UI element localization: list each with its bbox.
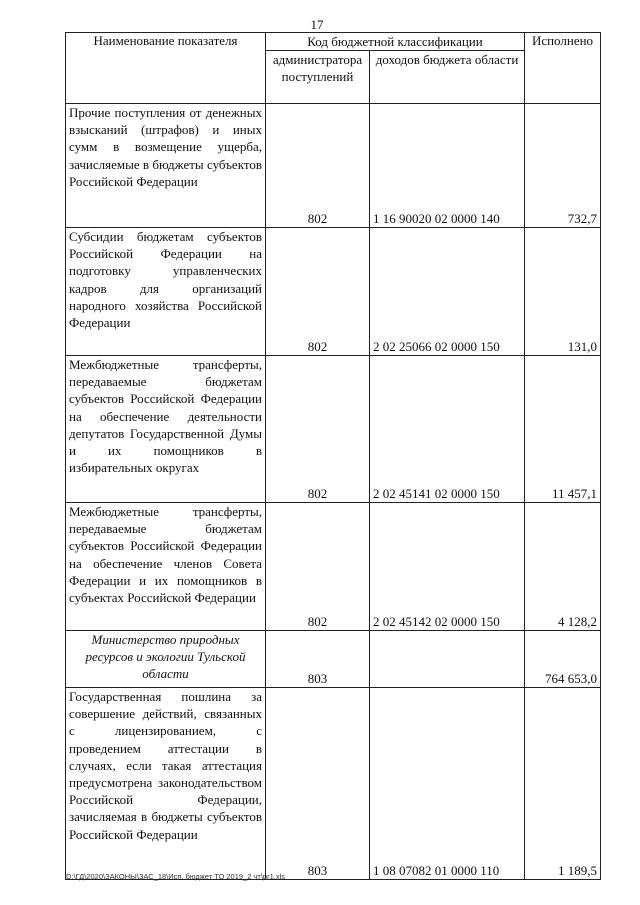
row-name: Субсидии бюджетам субъектов Российской Федерации на подготовку управленческих кадров для организаций народного хозяйства Российской Федерации <box>66 228 266 356</box>
row-budget-code <box>370 631 525 688</box>
row-admin-code: 802 <box>266 503 370 631</box>
row-name: Межбюджетные трансферты, передаваемые бюджетам субъектов Российской Федерации на обеспечение деятельности депутатов Государственной Думы и их помощников в избирательных округах <box>66 356 266 503</box>
row-admin-code: 803 <box>266 631 370 688</box>
table-row <box>66 104 601 228</box>
row-amount: 131,0 <box>525 228 601 356</box>
row-name: Государственная пошлина за совершение действий, связанных с лицензированием, с проведением аттестации в случаях, если такая аттестация предусмотрена законодательством Российской Федерации, зачисляемая в бюджеты субъектов Российской Федерации <box>66 688 266 880</box>
table-row <box>66 228 601 356</box>
page-number: 17 <box>310 17 324 32</box>
ministry-name: Министерство природных ресурсов и экологии Тульской области <box>66 631 266 688</box>
row-budget-code: 1 08 07082 01 0000 110 <box>370 688 525 880</box>
row-admin-code: 802 <box>266 228 370 356</box>
file-path-footer: D:\ГД\2020\ЗАКОНЫ\ЗАС_18\Исп. бюджет ТО 2019_2 чт\pr1.xls <box>66 872 285 881</box>
header-executed: Исполнено <box>525 33 601 104</box>
header-admin: администратора поступлений <box>266 51 370 104</box>
table-row <box>66 356 601 503</box>
row-amount: 764 653,0 <box>525 631 601 688</box>
row-admin-code: 802 <box>266 104 370 228</box>
row-name: Прочие поступления от денежных взысканий (штрафов) и иных сумм в возмещение ущерба, зачисляемые в бюджеты субъектов Российской Федерации <box>66 104 266 228</box>
table-row <box>66 503 601 631</box>
budget-table <box>65 32 601 880</box>
header-name: Наименование показателя <box>66 33 266 104</box>
row-budget-code: 2 02 45141 02 0000 150 <box>370 356 525 503</box>
row-budget-code: 1 16 90020 02 0000 140 <box>370 104 525 228</box>
table-row <box>66 688 601 880</box>
row-amount: 732,7 <box>525 104 601 228</box>
header-revenue: доходов бюджета области <box>370 51 525 104</box>
row-budget-code: 2 02 25066 02 0000 150 <box>370 228 525 356</box>
table-row-ministry <box>66 631 601 688</box>
row-admin-code: 802 <box>266 356 370 503</box>
row-budget-code: 2 02 45142 02 0000 150 <box>370 503 525 631</box>
header-code-group: Код бюджетной классификации <box>266 33 525 51</box>
row-amount: 4 128,2 <box>525 503 601 631</box>
row-admin-code: 803 <box>266 688 370 880</box>
row-name: Межбюджетные трансферты, передаваемые бюджетам субъектов Российской Федерации на обеспечение членов Совета Федерации и их помощников в субъектах Российской Федерации <box>66 503 266 631</box>
row-amount: 11 457,1 <box>525 356 601 503</box>
row-amount: 1 189,5 <box>525 688 601 880</box>
